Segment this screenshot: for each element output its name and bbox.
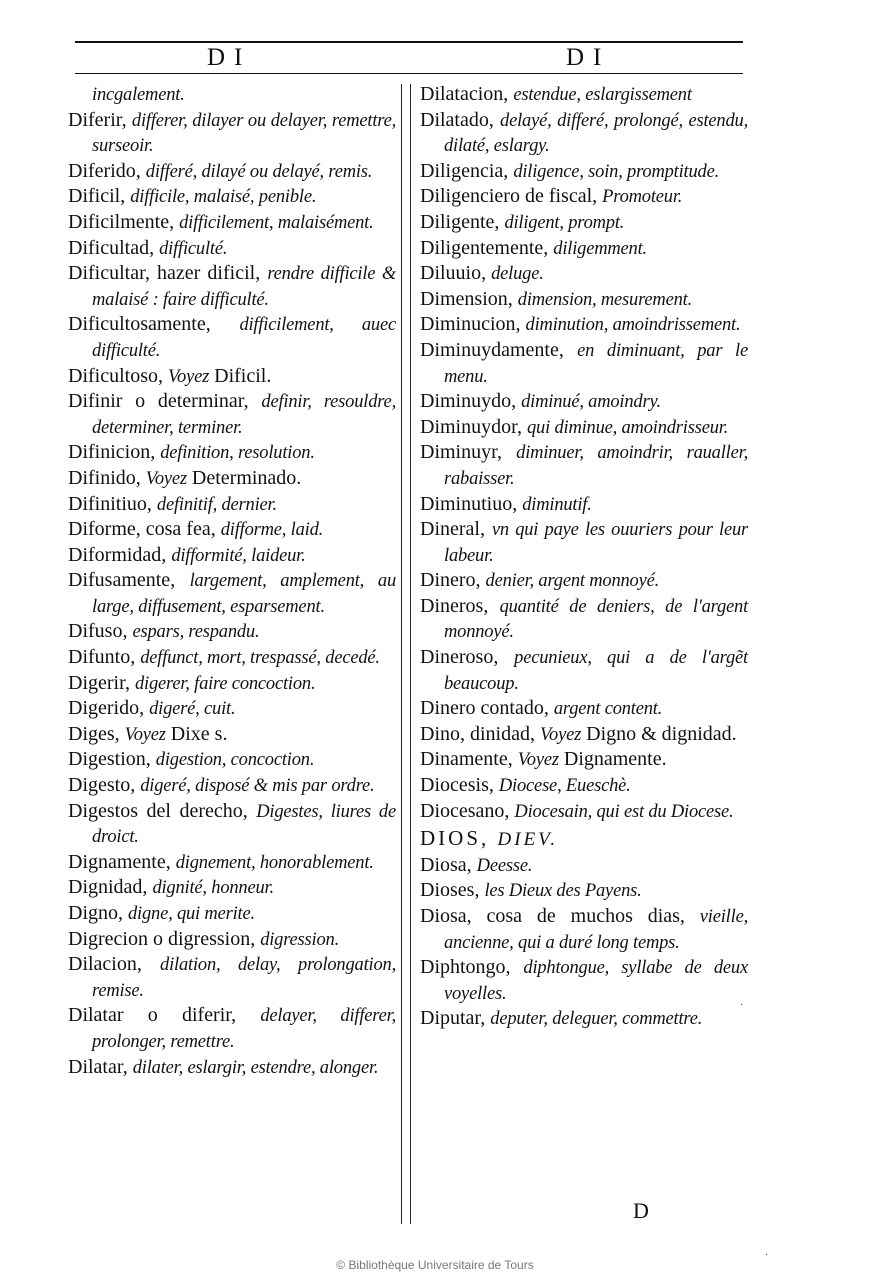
entry-headword: Difinido, — [68, 466, 141, 489]
dictionary-entry — [420, 338, 748, 389]
entry-headword: Difunto, — [68, 646, 136, 669]
entry-headword: Digestion, — [68, 748, 151, 771]
dictionary-entry — [68, 927, 396, 953]
entry-translation: Digestes, liures de droict. — [92, 801, 396, 848]
entry-headword: Difusamente, — [68, 569, 176, 592]
dictionary-entry — [68, 901, 396, 927]
entry-headword: Dilatado, — [420, 108, 494, 131]
dictionary-entry — [68, 696, 396, 722]
dictionary-entry — [68, 722, 396, 748]
dictionary-entry — [68, 312, 396, 363]
entry-translation: vn qui paye les ouuriers pour leur labeur. — [444, 520, 749, 566]
entry-headword: Diocesis, — [420, 774, 494, 797]
entry-headword: Dinero contado, — [420, 697, 549, 720]
entry-headword: Dineros, — [420, 594, 489, 617]
dictionary-entry — [68, 82, 396, 108]
dictionary-entry — [68, 492, 396, 518]
entry-translation: differé, dilayé ou delayé, remis. — [145, 161, 373, 182]
entry-translation: Voyez — [517, 750, 559, 771]
entry-headword: Diforme, cosa fea, — [68, 518, 216, 541]
entry-headword: Diminuyr, — [420, 441, 502, 464]
entry-headword: Diligencia, — [420, 159, 509, 182]
entry-headword: Diminuydamente, — [420, 338, 564, 361]
entry-translation: Voyez — [145, 468, 187, 489]
dictionary-entry — [420, 853, 748, 879]
entry-translation: Voyez — [124, 724, 166, 745]
entry-translation: Voyez — [168, 366, 210, 387]
entry-translation: deputer, deleguer, commettre. — [490, 1009, 703, 1030]
entry-translation: diligemment. — [553, 238, 647, 259]
entry-translation: Promoteur. — [602, 187, 683, 208]
dictionary-entry — [420, 82, 748, 108]
entry-translation: pecunieux, qui a de l'argẽt beaucoup. — [444, 648, 748, 694]
entry-headword: Diphtongo, — [420, 956, 511, 979]
entry-headword: Dilatacion, — [420, 83, 509, 105]
entry-translation: denier, argent monnoyé. — [485, 571, 660, 592]
entry-translation: diligence, soin, promptitude. — [513, 161, 720, 182]
entry-headword: Dignidad, — [68, 876, 148, 899]
entry-translation: dignité, honneur. — [152, 878, 274, 899]
entry-cross-reference: Dignamente. — [563, 748, 667, 771]
entry-headword: Diligentemente, — [420, 236, 549, 259]
dictionary-entry — [420, 696, 748, 722]
entry-translation: Deesse. — [476, 855, 533, 876]
entry-headword: Digerido, — [68, 697, 145, 720]
entry-headword: Diminucion, — [420, 313, 521, 336]
entry-translation: delayé, differé, prolongé, estendu, dilaté, eslargy. — [444, 110, 748, 157]
dictionary-entry — [420, 568, 748, 594]
dictionary-entry — [68, 799, 396, 850]
entry-translation: diminuer, amoindrir, raualler, rabaisser. — [444, 443, 748, 489]
dictionary-entry — [420, 261, 748, 287]
entry-headword: Dino, dinidad, — [420, 722, 535, 745]
entry-translation: Voyez — [540, 724, 582, 745]
entry-translation: difforme, laid. — [220, 520, 324, 541]
entry-translation: espars, respandu. — [132, 622, 260, 643]
entry-headword: Diosa, — [420, 853, 472, 876]
entry-headword: Dineroso, — [420, 646, 499, 669]
entry-translation: dignement, honorablement. — [175, 852, 374, 873]
dictionary-entry — [420, 210, 748, 236]
dictionary-entry — [420, 287, 748, 313]
dictionary-entry — [68, 875, 396, 901]
right-column — [420, 82, 748, 1032]
dictionary-entry — [420, 440, 748, 491]
entry-translation: definitif, dernier. — [156, 494, 277, 515]
entry-cross-reference: Dificil. — [214, 364, 272, 387]
entry-headword: Difinicion, — [68, 441, 156, 464]
entry-headword: Dioses, — [420, 879, 480, 902]
dictionary-entry — [68, 261, 396, 312]
entry-translation: diminué, amoindry. — [521, 392, 661, 413]
entry-headword: Difinir o determinar, — [68, 390, 249, 413]
dictionary-entry — [420, 594, 748, 645]
entry-translation: delayer, differer, prolonger, remettre. — [92, 1006, 397, 1052]
dictionary-entry — [420, 492, 748, 518]
entry-translation: les Dieux des Payens. — [484, 881, 642, 902]
dictionary-entry — [68, 773, 396, 799]
entry-translation: quantité de deniers, de l'argent monnoyé. — [444, 596, 749, 643]
entry-cross-reference: Determinado. — [191, 466, 302, 489]
dictionary-entry — [420, 773, 748, 799]
entry-headword: Diferir, — [68, 108, 127, 131]
entry-translation: digeré, cuit. — [149, 699, 236, 720]
entry-headword: Diminuydor, — [420, 415, 522, 438]
dictionary-entry — [420, 108, 748, 159]
dictionary-entry — [68, 1003, 396, 1054]
entry-headword: Digno, — [68, 902, 123, 924]
entry-translation: digeré, disposé & mis par ordre. — [140, 776, 375, 797]
entry-translation: digression. — [260, 929, 340, 950]
entry-translation: largement, amplement, au large, diffusement, esparsement. — [92, 571, 396, 617]
entry-translation: dilation, delay, prolongation, remise. — [92, 955, 396, 1001]
dictionary-entry — [68, 159, 396, 185]
entry-translation: incgalement. — [92, 85, 185, 105]
entry-translation: digne, qui merite. — [128, 904, 255, 924]
entry-translation: deffunct, mort, trespassé, decedé. — [140, 648, 380, 669]
entry-translation: dimension, mesurement. — [517, 289, 693, 310]
entry-translation: diminutif. — [522, 494, 592, 515]
dictionary-entry — [420, 645, 748, 696]
copyright-footer: © Bibliothèque Universitaire de Tours — [336, 1258, 534, 1272]
dictionary-entry — [68, 440, 396, 466]
entry-headword: Diminutiuo, — [420, 492, 518, 515]
entry-translation: deluge. — [491, 264, 544, 285]
entry-headword: DIOS, — [420, 826, 490, 851]
entry-translation: en diminuant, par le menu. — [444, 340, 749, 387]
column-divider-right — [410, 84, 411, 1224]
entry-headword: Diosa, cosa de muchos dias, — [420, 905, 685, 927]
dictionary-entry — [68, 184, 396, 210]
entry-translation: difformité, laideur. — [171, 545, 306, 566]
dictionary-entry — [68, 1055, 396, 1081]
entry-headword: Dilatar, — [68, 1055, 128, 1078]
catchword: D — [633, 1198, 649, 1223]
dictionary-entry — [68, 364, 396, 390]
entry-headword: Diocesano, — [420, 799, 510, 822]
entry-translation: difficilement, malaisément. — [179, 212, 374, 233]
section-heading — [420, 826, 748, 853]
entry-headword: Dificultoso, — [68, 364, 163, 387]
dictionary-entry — [420, 184, 748, 210]
entry-headword: Difuso, — [68, 620, 128, 643]
dictionary-entry — [68, 466, 396, 492]
dictionary-entry — [68, 850, 396, 876]
entry-translation: differer, dilayer ou delayer, remettre, surseoir. — [92, 110, 397, 157]
entry-headword: Dilacion, — [68, 953, 142, 976]
entry-translation: difficulté. — [159, 238, 228, 259]
dictionary-entry — [420, 517, 748, 568]
header-bottom-rule — [75, 73, 743, 74]
dictionary-entry — [68, 108, 396, 159]
entry-headword: Diferido, — [68, 159, 141, 182]
entry-headword: Dinero, — [420, 569, 481, 592]
entry-translation: rendre difficile & malaisé : faire difficulté. — [92, 264, 397, 310]
dictionary-entry — [420, 799, 748, 825]
entry-headword: Digestos del derecho, — [68, 799, 248, 822]
entry-headword: Diminuydo, — [420, 390, 517, 413]
entry-headword: Dineral, — [420, 518, 485, 541]
entry-headword: Dificultosamente, — [68, 313, 211, 336]
entry-headword: Diges, — [68, 722, 120, 745]
entry-headword: Diformidad, — [68, 543, 167, 566]
dictionary-entry — [68, 543, 396, 569]
ink-speck: · — [765, 1250, 769, 1261]
dictionary-entry — [420, 389, 748, 415]
dictionary-entry — [420, 747, 748, 773]
dictionary-entry — [68, 645, 396, 671]
entry-translation: difficile, malaisé, penible. — [130, 187, 317, 208]
ink-speck: · — [740, 1000, 744, 1011]
dictionary-entry — [420, 722, 748, 748]
entry-translation: definition, resolution. — [160, 443, 315, 464]
entry-headword: Diligenciero de fiscal, — [420, 185, 598, 208]
dictionary-entry — [68, 517, 396, 543]
dictionary-entry — [420, 159, 748, 185]
entry-translation: Diocesain, qui est du Diocese. — [514, 801, 734, 822]
entry-headword: Dimension, — [420, 287, 513, 310]
entry-translation: diphtongue, syllabe de deux voyelles. — [444, 958, 748, 1004]
entry-cross-reference: Dixe s. — [170, 722, 228, 745]
dictionary-entry — [68, 952, 396, 1003]
dictionary-entry — [68, 236, 396, 262]
entry-translation: DIEV. — [497, 829, 559, 851]
entry-headword: Digrecion o digression, — [68, 927, 256, 950]
right-running-head: DI — [566, 44, 611, 71]
entry-headword: Dignamente, — [68, 850, 171, 873]
dictionary-entry — [68, 210, 396, 236]
dictionary-entry — [420, 312, 748, 338]
dictionary-entry — [420, 878, 748, 904]
entry-translation: definir, resouldre, determiner, terminer. — [92, 392, 396, 438]
entry-translation: vieille, ancienne, qui a duré long temps. — [444, 907, 748, 953]
dictionary-entry — [68, 671, 396, 697]
column-divider-left — [401, 84, 402, 1224]
entry-translation: digestion, concoction. — [155, 750, 315, 771]
entry-headword: Digesto, — [68, 774, 136, 797]
entry-translation: Diocese, Eueschè. — [498, 776, 631, 797]
entry-translation: digerer, faire concoction. — [134, 673, 316, 694]
entry-headword: Diligente, — [420, 210, 500, 233]
dictionary-entry — [420, 236, 748, 262]
entry-translation: diminution, amoindrissement. — [525, 315, 741, 336]
entry-headword: Dificultad, — [68, 236, 155, 259]
entry-headword: Dinamente, — [420, 748, 513, 771]
entry-headword: Dificilmente, — [68, 210, 175, 233]
entry-headword: Dilatar o diferir, — [68, 1004, 237, 1027]
entry-headword: Digerir, — [68, 671, 130, 694]
left-running-head: DI — [207, 44, 252, 71]
entry-cross-reference: Digno & dignidad. — [586, 722, 737, 745]
entry-translation: diligent, prompt. — [504, 212, 625, 233]
entry-translation: qui diminue, amoindrisseur. — [526, 417, 729, 438]
dictionary-entry — [420, 904, 748, 955]
entry-headword: Diputar, — [420, 1007, 486, 1030]
entry-headword: Difinitiuo, — [68, 492, 152, 515]
left-column — [68, 82, 396, 1080]
dictionary-entry — [420, 955, 748, 1006]
dictionary-entry — [68, 747, 396, 773]
entry-headword: Dificultar, hazer dificil, — [68, 262, 261, 285]
dictionary-entry — [420, 1006, 748, 1032]
entry-translation: estendue, eslargissement — [513, 85, 692, 105]
dictionary-entry — [68, 619, 396, 645]
entry-headword: Diluuio, — [420, 262, 487, 285]
entry-headword: Dificil, — [68, 185, 126, 208]
dictionary-entry — [68, 389, 396, 440]
entry-translation: difficilement, auec difficulté. — [92, 315, 396, 361]
header-top-rule — [75, 41, 743, 43]
entry-translation: dilater, eslargir, estendre, alonger. — [132, 1057, 379, 1078]
entry-translation: argent content. — [553, 699, 663, 720]
dictionary-entry — [68, 568, 396, 619]
dictionary-entry — [420, 415, 748, 441]
